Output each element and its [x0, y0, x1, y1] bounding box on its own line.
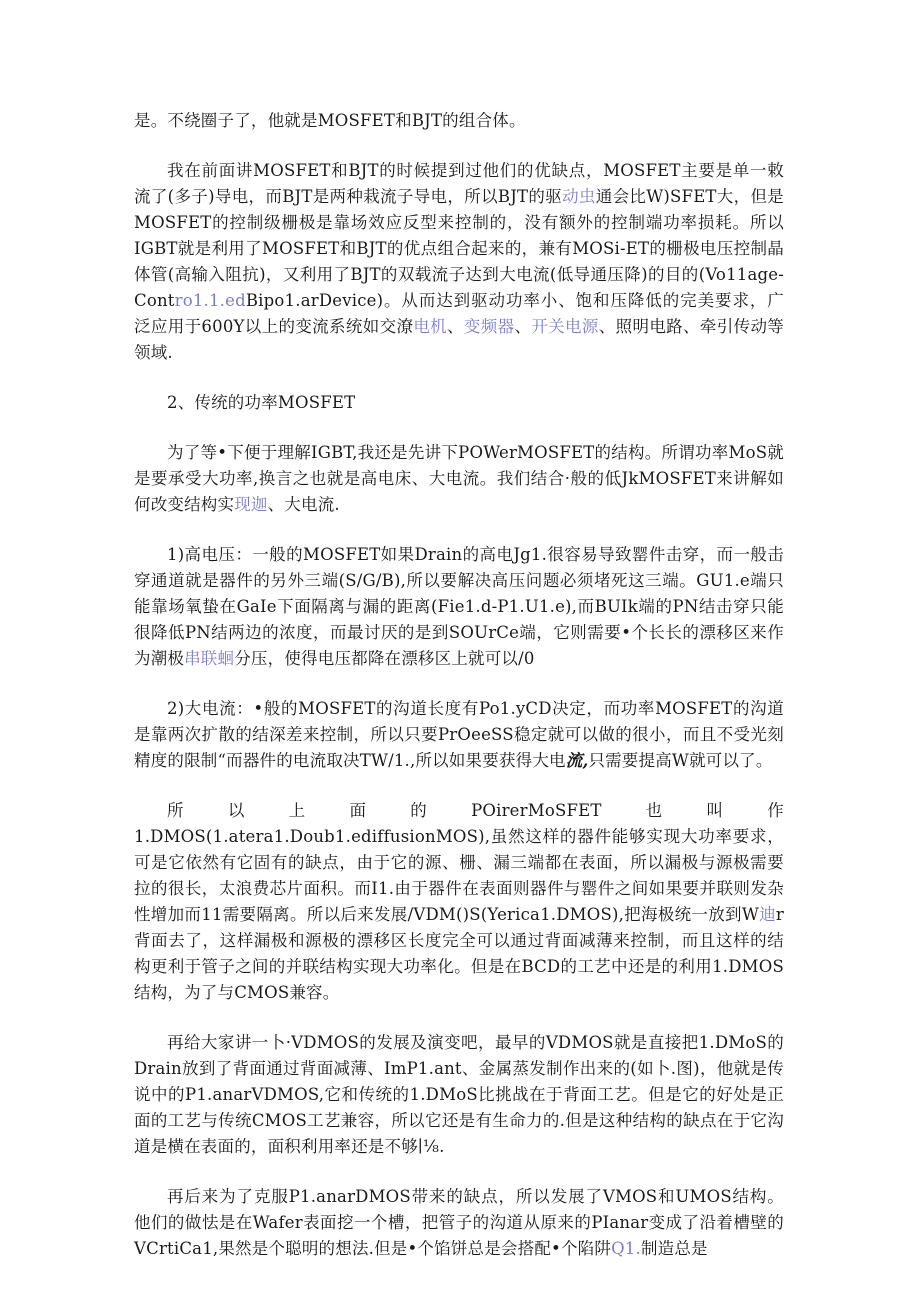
link-q1[interactable]: Q1.	[611, 1239, 641, 1258]
link-series[interactable]: 串联蛔	[184, 649, 235, 668]
section-heading: 2、传统的功率MOSFET	[167, 393, 356, 412]
paragraph-vmos-umos: 再后来为了克服P1.anarDMOS带来的缺点，所以发展了VMOS和UMOS结构。他们的做怯是在Wafer表面挖一个槽，把管子的沟道从原来的PIanar变成了沿着槽壁的VCrtiCa1,果然是个聪明的想法.但是•个馅饼总是会搭配•个陷阱Q1.制造总是	[134, 1187, 784, 1258]
paragraph-intro: 是。不绕圈子了，他就是MOSFET和BJT的组合体。	[134, 111, 526, 130]
link-drive[interactable]: 动虫	[562, 187, 596, 206]
paragraph-power-mosfet: 为了等•下便于理解IGBT,我还是先讲下POWerMOSFET的结构。所谓功率MoS就是要承受大功率,换言之也就是高电床、大电流。我们结合·般的低JkMOSFET来讲解如何改变结构实现迦、大电流.	[134, 443, 784, 514]
paragraph-vdmos: 再给大家讲一卜·VDMOS的发展及演变吧，最早的VDMOS就是直接把1.DMoS的Drain放到了背面通过背面减薄、ImP1.ant、金属蒸发制作出来的(如卜.图)，他就是传说中的P1.anarVDMOS,它和传统的1.DMoS比挑战在于背面工艺。但是它的好处是正面的工艺与传统CMOS工艺兼容，所以它还是有生命力的.但是这种结构的缺点在于它沟道是横在表面的，面积利用率还是不够∣⅛.	[134, 1033, 784, 1156]
link-switching-power[interactable]: 开关电源	[531, 317, 599, 336]
link-controlled[interactable]: ro1.1.ed	[174, 291, 246, 310]
link-motor[interactable]: 电机	[413, 317, 448, 336]
paragraph-ldmos: 所以上面的POirerMoSFET也叫作1.DMOS(1.atera1.Doub1.ediffusionMOS),虽然这样的器件能够实现大功率要求，可是它依然有它固有的缺点，由于它的源、栅、漏三端都在表面，所以漏极与源极需要拉的很长，太浪费芯片面积。而I1.由于器件在表面则器件与罂件之间如果要并联则发杂性增加而11需要隔离。所以后来发展/VDM()S(Yerica1.DMOS),把海极统一放到W迪r背面去了，这样漏极和源极的漂移区长度完全可以通过背面减薄来控制，而且这样的结构更利于管子之间的并联结构实现大功率化。但是在BCD的工艺中还是的利用1.DMOS结构，为了与CMOS兼容。	[134, 801, 784, 1002]
document-body	[134, 108, 784, 1286]
paragraph-high-voltage: 1)高电压：一般的MOSFET如果Drain的高电Jg1.很容易导致罂件击穿，而一般击穿通道就是器件的另外三端(S/G/B),所以要解决高压问题必须堵死这三端。GU1.e端只能靠场氧蛰在GaIe下面隔离与漏的距离(Fie1.d-P1.U1.e),而BUIk端的PN结击穿只能很降低PN结两边的浓度，而最讨厌的是到SOUrCe端，它则需要•个长长的漂移区来作为潮极串联蛔分压，使得电压都降在漂移区上就可以/0	[134, 545, 784, 668]
link-wafer[interactable]: 迪	[758, 905, 776, 924]
bold-text: 流,	[565, 751, 589, 770]
link-realize[interactable]: 现迦	[234, 495, 268, 514]
paragraph-mosfet-bjt: 我在前面讲MOSFET和BJT的时候提到过他们的优缺点，MOSFET主要是单一敕流了(多子)导电，而BJT是两种栽流子导电，所以BJT的驱动虫通会比W)SFET大，但是MOSFET的控制级栅极是靠场效应反型来控制的，没有额外的控制端功率损耗。所以IGBT就是利用了MOSFET和BJT的优点组合起来的，兼有MOSi-ET的栅极电压控制晶体管(高输入阻抗)，又利用了BJT的双载流子达到大电流(低导通压降)的目的(Vo11age-Contro1.1.edBipo1.arDevice)。从而达到驱动功率小、饱和压降低的完美要求，广泛应用于600Y以上的变流系统如交潦电机、变频器、开关电源、照明电路、牵引传动等领域.	[134, 161, 785, 362]
link-inverter[interactable]: 变频器	[463, 317, 515, 336]
paragraph-high-current: 2)大电流：•般的MOSFET的沟道长度有Po1.yCD决定，而功率MOSFET的沟道是靠两次扩散的结深差来控制，所以只要PrOeeSS稳定就可以做的很小，而且不受光刻精度的限制“而器件的电流取决TW/1.,所以如果要获得大电流,只需要提高W就可以了。	[134, 699, 784, 770]
